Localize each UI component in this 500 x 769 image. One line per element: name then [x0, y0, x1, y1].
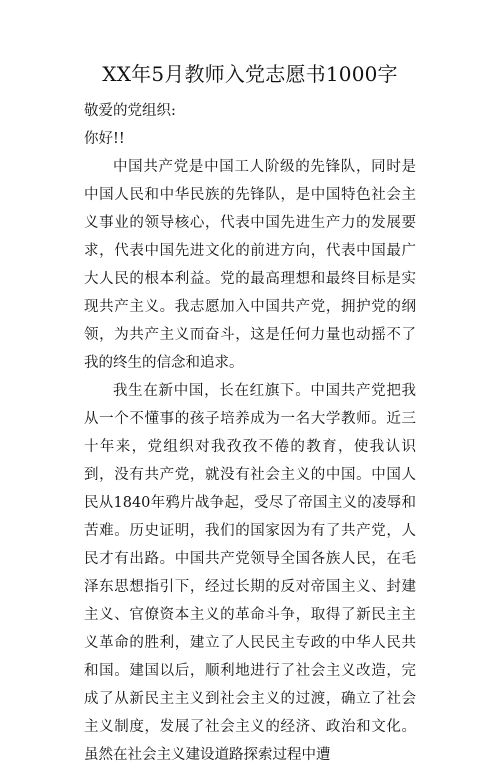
greeting: 你好!! [84, 131, 125, 147]
salutation: 敬爱的党组织: [84, 103, 176, 119]
body-paragraph-1: 中国共产党是中国工人阶级的先锋队，同时是中国人民和中华民族的先锋队，是中国特色社会主义事业的领导核心，代表中国先进生产力的发展要求，代表中国先进文化的前进方向，代表中国最广大人民的根本利益。党的最高理想和最终目标是实现共产主义。我志愿加入中国共产党，拥护党的纲领，为共产主义而奋斗，这是任何力量也动摇不了我的终生的信念和追求。 [84, 159, 416, 371]
body-paragraph-2: 我生在新中国，长在红旗下。中国共产党把我从一个不懂事的孩子培养成为一名大学教师。近三十年来，党组织对我孜孜不倦的教育，使我认识到，没有共产党，就没有社会主义的中国。中国人民从1840年鸦片战争起，受尽了帝国主义的凌辱和苦难。历史证明，我们的国家因为有了共产党，人民才有出路。中国共产党领导全国各族人民，在毛泽东思想指引下，经过长期的反对帝国主义、封建主义、官僚资本主义的革命斗争，取得了新民主主义革命的胜利，建立了人民民主专政的中华人民共和国。建国以后，顺利地进行了社会主义改造，完成了从新民主主义到社会主义的过渡，确立了社会主义制度，发展了社会主义的经济、政治和文化。虽然在社会主义建设道路探索过程中遭 [84, 383, 416, 763]
document-title: XX年5月教师入党志愿书1000字 [102, 62, 398, 86]
